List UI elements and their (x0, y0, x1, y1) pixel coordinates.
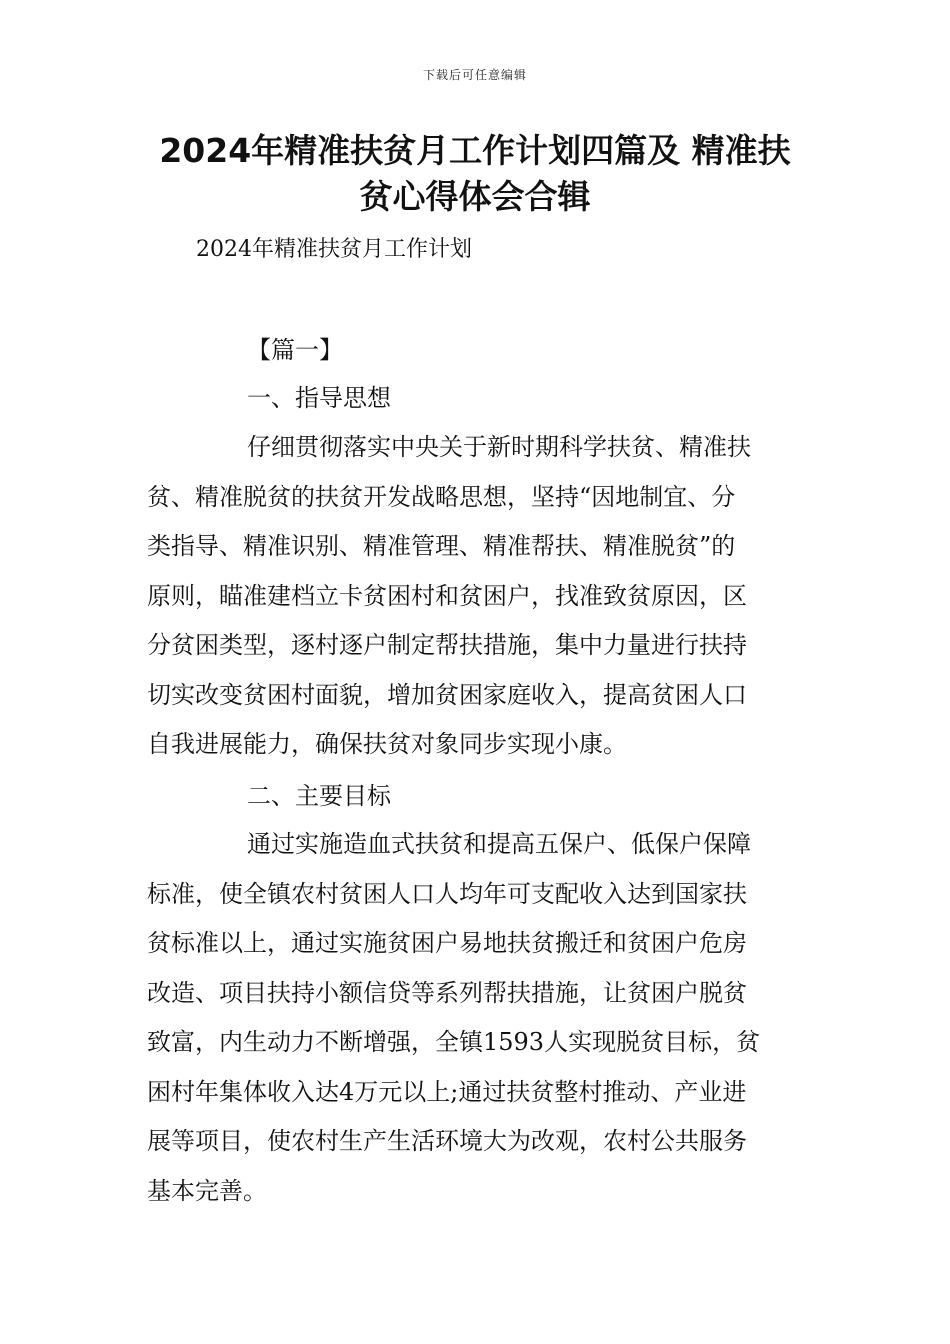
paragraph-line: 自我进展能力，确保扶贫对象同步实现小康。 (147, 730, 627, 758)
paragraph-line: 仔细贯彻落实中央关于新时期科学扶贫、精准扶 (247, 433, 751, 461)
subtitle: 2024年精准扶贫月工作计划 (196, 237, 472, 262)
paragraph-line: 基本完善。 (147, 1176, 267, 1205)
paragraph-line: 切实改变贫困村面貌，增加贫困家庭收入，提高贫困人口 (147, 680, 747, 709)
paragraph-line: 原则，瞄准建档立卡贫困村和贫困户，找准致贫原因，区 (147, 581, 747, 610)
paragraph-line: 贫、精准脱贫的扶贫开发战略思想，坚持“因地制宜、分 (147, 482, 736, 511)
title-line-2: 贫心得体会合辑 (359, 177, 591, 216)
section-heading-1: 一、指导思想 (247, 384, 391, 412)
document-title (135, 128, 815, 220)
paragraph-line: 展等项目，使农村生产生活环境大为改观，农村公共服务 (147, 1127, 747, 1155)
paragraph-line: 改造、项目扶持小额信贷等系列帮扶措施，让贫困户脱贫 (147, 978, 747, 1007)
paragraph-line: 致富，内生动力不断增强，全镇1593人实现脱贫目标，贫 (147, 1028, 761, 1056)
paragraph-line: 贫标准以上，通过实施贫困户易地扶贫搬迁和贫困户危房 (147, 929, 747, 957)
title-line-1: 2024年精准扶贫月工作计划四篇及 精准扶 (159, 131, 791, 170)
section-body-2 (147, 820, 807, 1216)
part-label: 【篇一】 (247, 336, 343, 364)
paragraph-line: 通过实施造血式扶贫和提高五保户、低保户保障 (247, 830, 751, 858)
paragraph-line: 标准，使全镇农村贫困人口人均年可支配收入达到国家扶 (147, 879, 747, 908)
paragraph-line: 困村年集体收入达4万元以上;通过扶贫整村推动、产业进 (147, 1077, 747, 1106)
section-heading-2: 二、主要目标 (247, 782, 391, 810)
paragraph-line: 类指导、精准识别、精准管理、精准帮扶、精准脱贫”的 (147, 532, 736, 560)
header-note: 下载后可任意编辑 (422, 68, 527, 82)
section-body-1 (147, 423, 807, 770)
paragraph-line: 分贫困类型，逐村逐户制定帮扶措施，集中力量进行扶持 (147, 631, 747, 659)
